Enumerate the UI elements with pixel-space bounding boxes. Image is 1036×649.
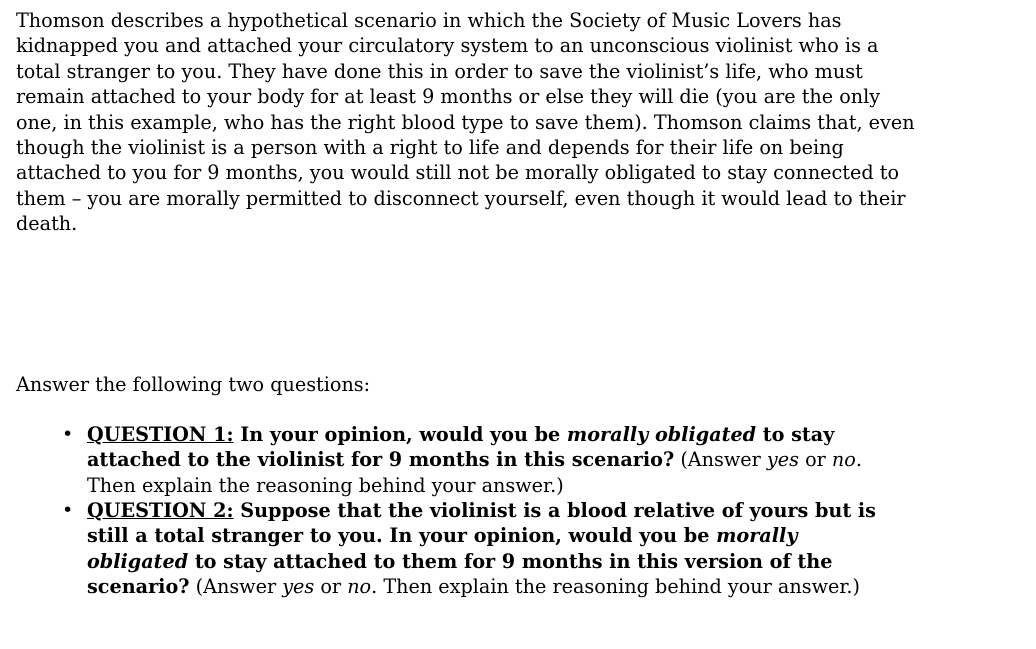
intro-line: Thomson describes a hypothetical scenario in which the Society of Music Lovers has xyxy=(16,9,842,32)
question-2-emphasis: obligated xyxy=(87,549,189,573)
intro-paragraph xyxy=(16,8,1036,237)
question-1-label: QUESTION 1: xyxy=(87,423,234,446)
bullet-icon: • xyxy=(62,423,74,445)
question-2-instruction: or xyxy=(314,575,348,599)
question-2-line-2 xyxy=(87,523,797,548)
answer-yes: yes xyxy=(282,575,315,599)
question-1-text: In your opinion, would you be xyxy=(233,423,567,446)
question-2-text: Suppose that the violinist is a blood relative of yours but is xyxy=(233,499,876,522)
intro-line: them – you are morally permitted to disconnect yourself, even though it would lead to their xyxy=(16,186,906,210)
intro-line: kidnapped you and attached your circulatory system to an unconscious violinist who is a xyxy=(16,34,879,58)
question-2-instruction: (Answer xyxy=(189,575,283,599)
intro-line: one, in this example, who has the right blood type to save them). Thomson claims that, even xyxy=(16,110,915,134)
answer-yes: yes xyxy=(766,448,799,472)
question-1-emphasis: morally obligated xyxy=(566,423,757,446)
intro-line: death. xyxy=(16,212,78,236)
question-2-line-4 xyxy=(87,574,860,599)
question-2-instruction: . Then explain the reasoning behind your answer.) xyxy=(371,575,861,599)
question-2-label: QUESTION 2: xyxy=(87,499,234,522)
question-1-line-1 xyxy=(87,422,834,447)
question-2-emphasis: morally xyxy=(716,524,798,548)
intro-line: remain attached to your body for at least 9 months or else they will die (you are the only xyxy=(16,85,881,109)
instructions-prompt: Answer the following two questions: xyxy=(16,373,371,396)
bullet-icon: • xyxy=(62,499,74,521)
question-1-line-3 xyxy=(87,473,564,498)
question-1-instruction: or xyxy=(798,448,832,472)
question-1-instruction: . xyxy=(855,448,862,472)
question-1-text: to stay xyxy=(756,423,835,446)
question-2-text: still a total stranger to you. In your opinion, would you be xyxy=(87,524,717,548)
question-2-line-1 xyxy=(87,498,876,523)
question-2-text: to stay attached to them for 9 months in this version of the xyxy=(188,549,833,573)
question-1-line-2 xyxy=(87,447,862,472)
intro-line: total stranger to you. They have done this in order to save the violinist’s life, who must xyxy=(16,59,863,83)
answer-no: no xyxy=(347,575,372,599)
intro-line: attached to you for 9 months, you would still not be morally obligated to stay connected to xyxy=(16,161,899,185)
answer-no: no xyxy=(831,448,856,472)
question-1-instruction: (Answer xyxy=(674,448,767,472)
question-2-text: scenario? xyxy=(87,575,190,599)
question-2-line-3 xyxy=(87,549,832,574)
intro-line: though the violinist is a person with a right to life and depends for their life on being xyxy=(16,135,844,159)
question-1-instruction: Then explain the reasoning behind your answer.) xyxy=(87,473,564,497)
question-1-text: attached to the violinist for 9 months in this scenario? xyxy=(87,448,675,472)
